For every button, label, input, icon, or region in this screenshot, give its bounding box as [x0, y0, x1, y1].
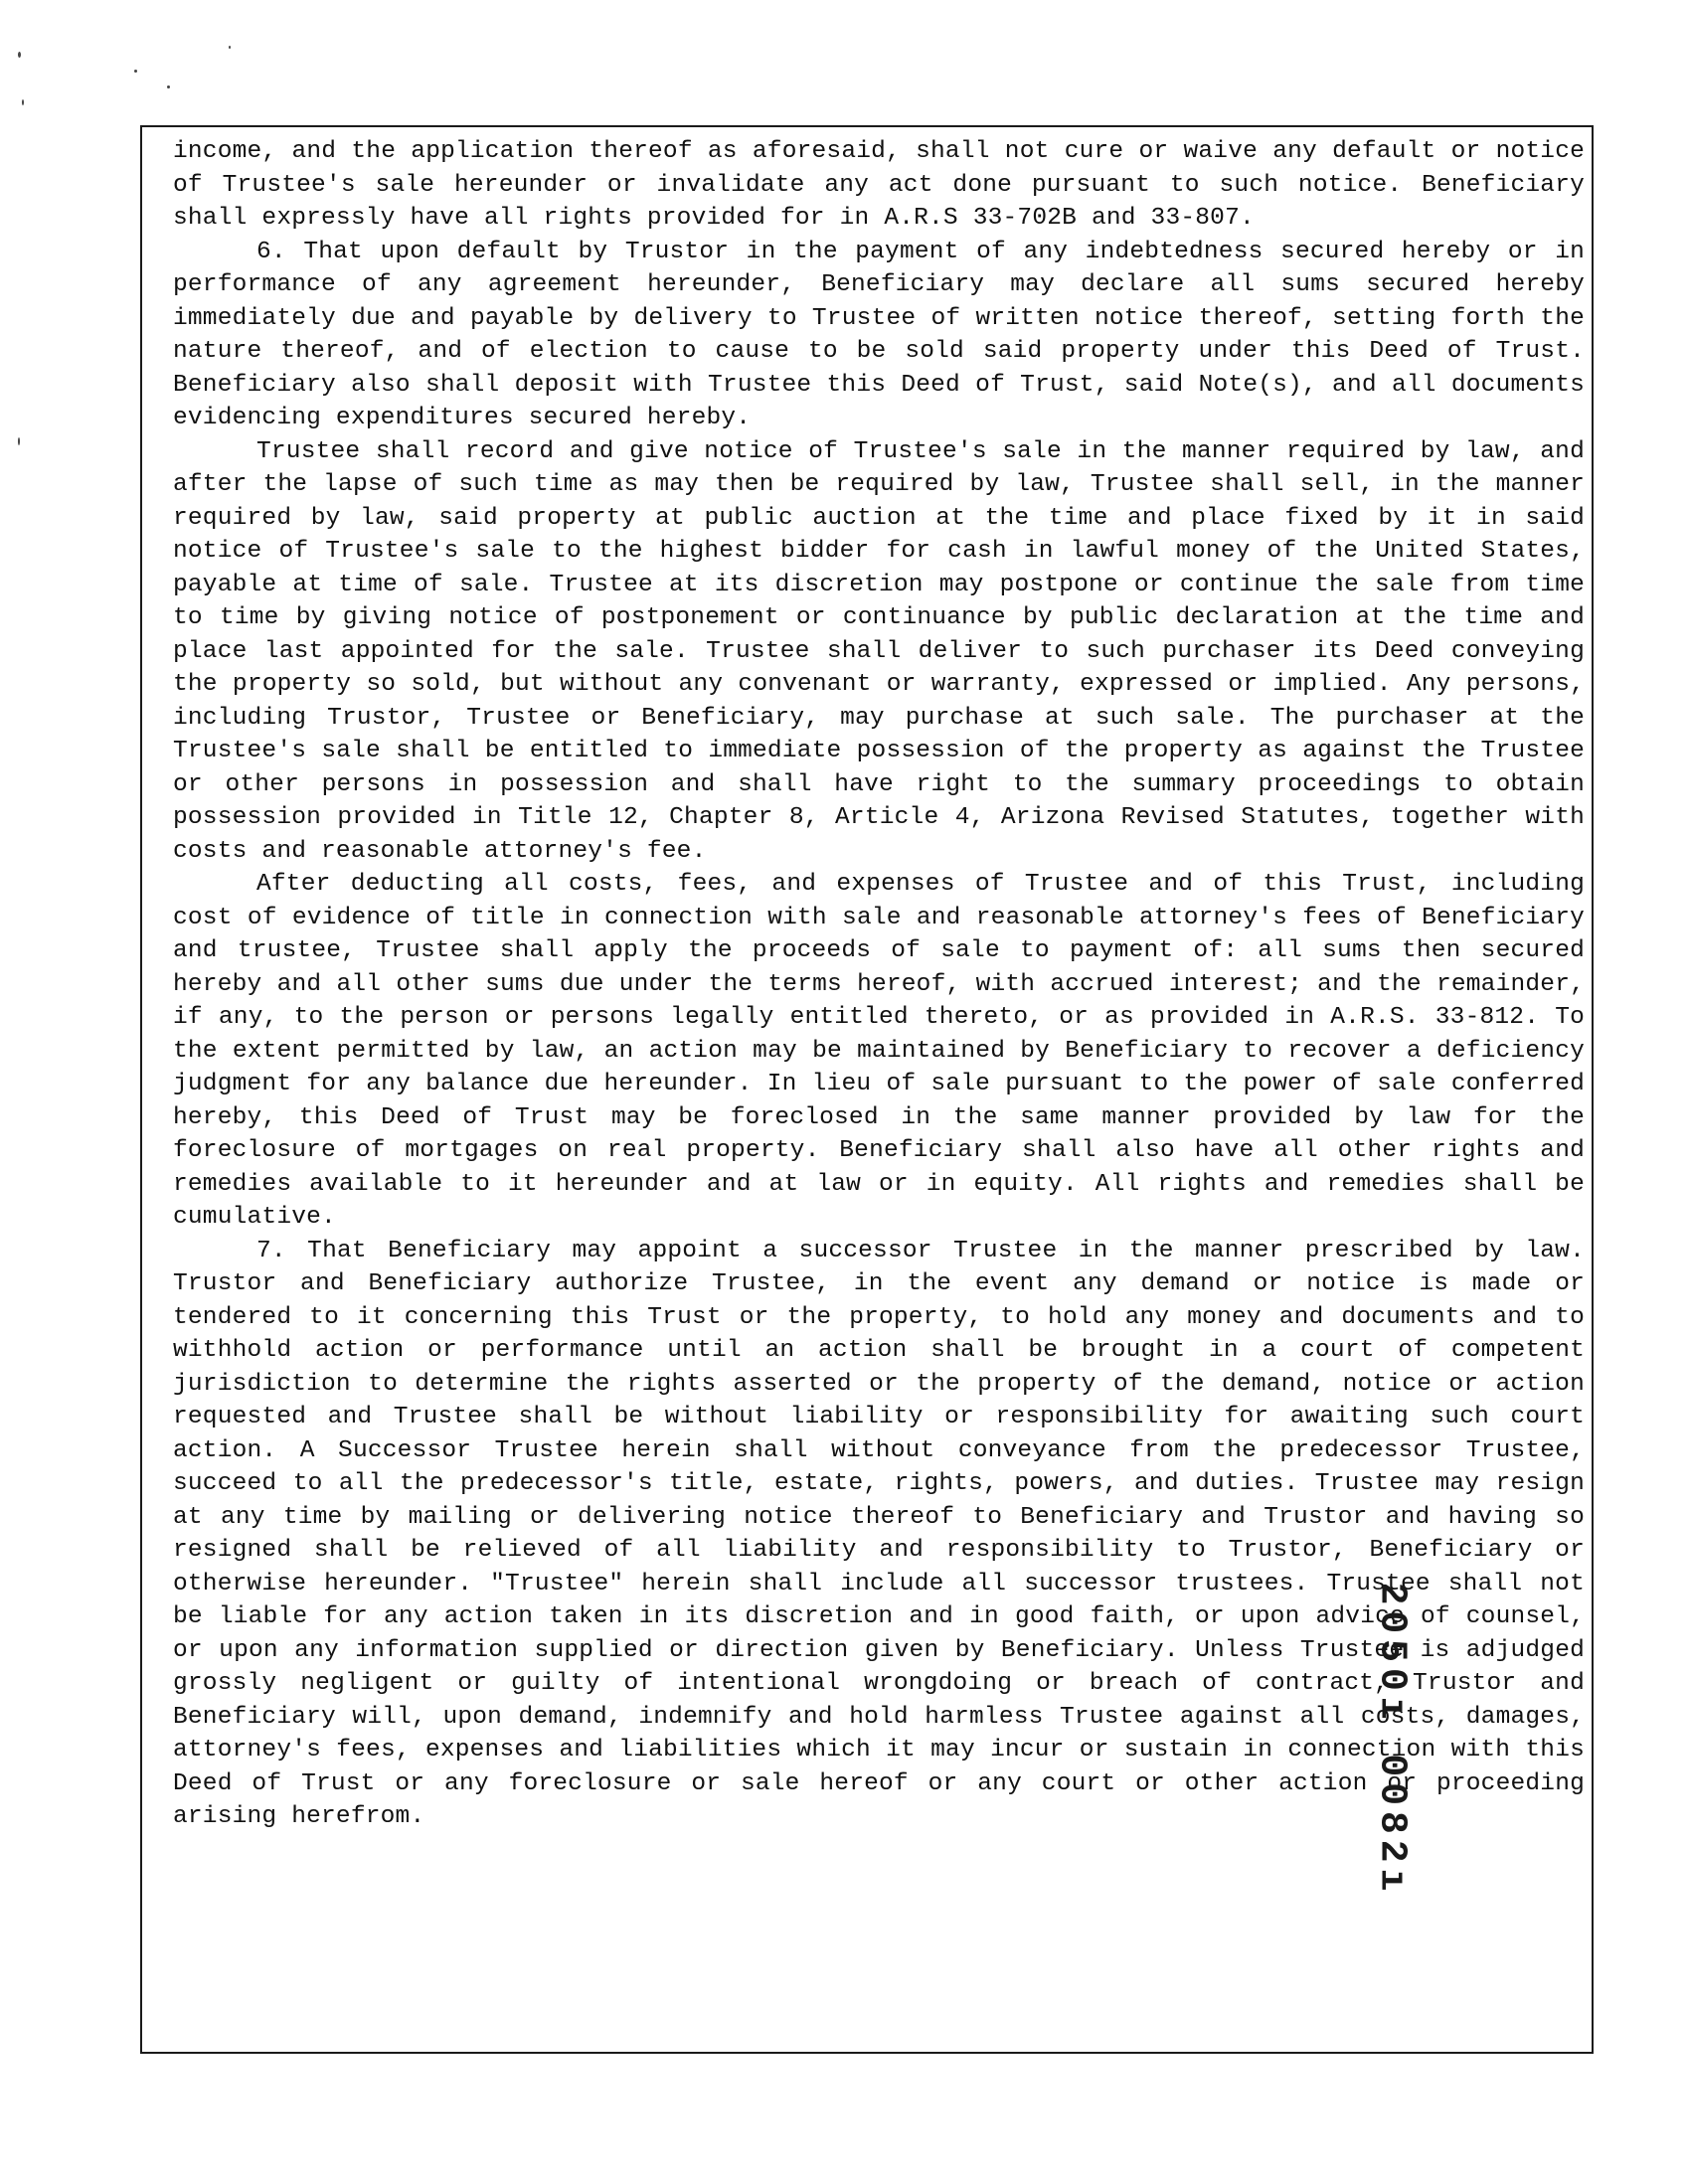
scan-speck: [167, 85, 170, 88]
scan-speck: [18, 437, 20, 445]
scan-speck: [229, 46, 231, 49]
recording-number-stamp: [1372, 1561, 1412, 1919]
paragraph-income: income, and the application thereof as aforesaid, shall not cure or waive any default or notice of Trustee's sale hereunder or invalidate any act done pursuant to such notice. Beneficiary shall expressly have all rights provided for in A.R.S 33-702B and 33-807.: [173, 138, 1585, 232]
paragraph-proceeds: After deducting all costs, fees, and expenses of Trustee and of this Trust, including cost of evidence of title in connection with sale and reasonable attorney's fees of Beneficiary and trustee, Trustee shall apply the proceeds of sale to payment of: all sums then secured hereby and all other sums due under the terms hereof, with accrued interest; and the remainder, if any, to the person or persons legally entitled thereto, or as provided in A.R.S. 33-812. To the extent permitted by law, an action may be maintained by Beneficiary to recover a deficiency judgment for any balance due hereunder. In lieu of sale pursuant to the power of sale conferred hereby, this Deed of Trust may be foreclosed in the same manner provided by law for the foreclosure of mortgages on real property. Beneficiary shall also have all other rights and remedies available to it hereunder and at law or in equity. All rights and remedies shall be cumulative.: [173, 871, 1585, 1231]
recording-number-text: 2050ı 0082ı: [1370, 1582, 1414, 1898]
paragraph-section-6: 6. That upon default by Trustor in the payment of any indebtedness secured hereby or in performance of any agreement hereunder, Beneficiary may declare all sums secured hereby immediately due and payable by delivery to Trustee of written notice thereof, setting forth the nature thereof, and of election to cause to be sold said property under this Deed of Trust. Beneficiary also shall deposit with Trustee this Deed of Trust, said Note(s), and all documents evidencing expenditures secured hereby.: [173, 238, 1585, 431]
paragraph-section-7: 7. That Beneficiary may appoint a successor Trustee in the manner prescribed by law. Trustor and Beneficiary authorize Trustee, in the event any demand or notice is made or tendered to it concerning this Trust or the property, to hold any money and documents and to withhold action or performance until an action shall be brought in a court of competent jurisdiction to determine the rights asserted or the property of the demand, notice or action requested and Trustee shall be without liability or responsibility for awaiting such court action. A Successor Trustee herein shall without conveyance from the predecessor Trustee, succeed to all the predecessor's title, estate, rights, powers, and duties. Trustee may resign at any time by mailing or delivering notice thereof to Beneficiary and Trustor and having so resigned shall be relieved of all liability and responsibility to Trustor, Beneficiary or otherwise hereunder. "Trustee" herein shall include all successor trustees. Trustee shall not be liable for any action taken in its discretion and in good faith, or upon advice of counsel, or upon any information supplied or direction given by Beneficiary. Unless Trustee is adjudged grossly negligent or guilty of intentional wrongdoing or breach of contract, Trustor and Beneficiary will, upon demand, indemnify and hold harmless Trustee against all costs, damages, attorney's fees, expenses and liabilities which it may incur or sustain in connection with this Deed of Trust or any foreclosure or sale hereof or any court or other action or proceeding arising herefrom.: [173, 1237, 1585, 1830]
scan-speck: [22, 99, 24, 105]
scan-speck: [134, 70, 137, 73]
paragraph-trustee-sale: Trustee shall record and give notice of Trustee's sale in the manner required by law, and after the lapse of such time as may then be required by law, Trustee shall sell, in the manner required by law, said property at public auction at the time and place fixed by it in said notice of Trustee's sale to the highest bidder for cash in lawful money of the United States, payable at time of sale. Trustee at its discretion may postpone or continue the sale from time to time by giving notice of postponement or continuance by public declaration at the time and place last appointed for the sale. Trustee shall deliver to such purchaser its Deed conveying the property so sold, but without any convenant or warranty, expressed or implied. Any persons, including Trustor, Trustee or Beneficiary, may purchase at such sale. The purchaser at the Trustee's sale shall be entitled to immediate possession of the property as against the Trustee or other persons in possession and shall have right to the summary proceedings to obtain possession provided in Title 12, Chapter 8, Article 4, Arizona Revised Statutes, together with costs and reasonable attorney's fee.: [173, 437, 1585, 865]
scan-speck: [18, 52, 21, 58]
